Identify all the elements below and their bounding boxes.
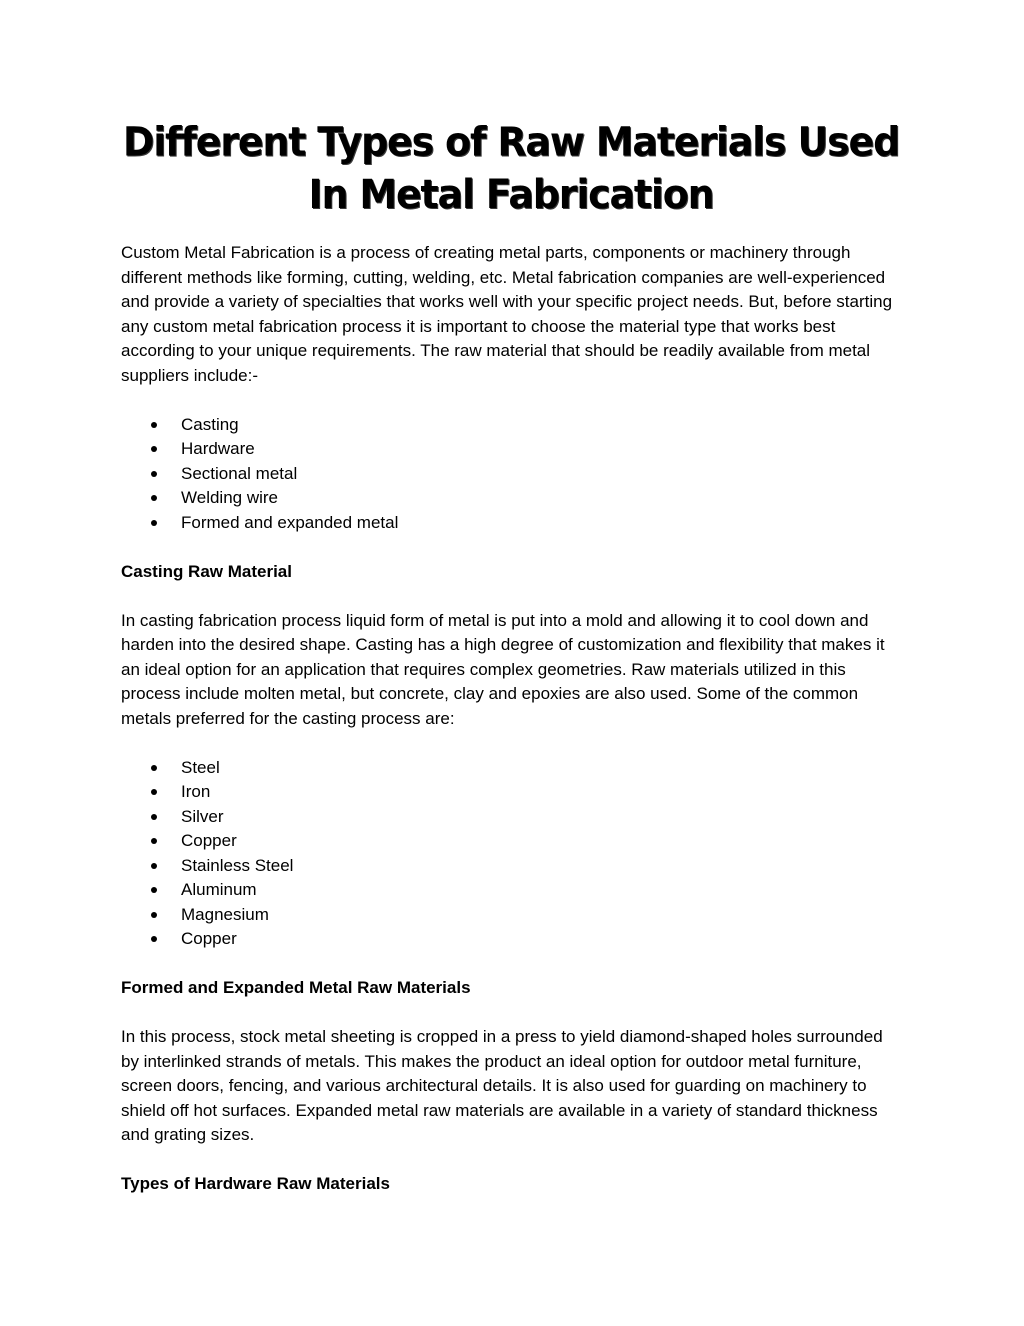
bullet-icon xyxy=(151,912,157,918)
list-item: Hardware xyxy=(121,437,901,462)
formed-expanded-heading: Formed and Expanded Metal Raw Materials xyxy=(121,978,471,997)
materials-list xyxy=(121,413,901,536)
bullet-icon xyxy=(151,471,157,477)
casting-heading: Casting Raw Material xyxy=(121,561,292,581)
spacer xyxy=(121,731,901,756)
list-item: Silver xyxy=(121,805,901,830)
bullet-icon xyxy=(151,936,157,942)
spacer xyxy=(121,1001,901,1026)
spacer xyxy=(121,1148,901,1173)
list-item: Welding wire xyxy=(121,486,901,511)
list-item: Copper xyxy=(121,927,901,952)
list-item: Formed and expanded metal xyxy=(121,511,901,536)
bullet-icon xyxy=(151,789,157,795)
spacer xyxy=(121,388,901,413)
list-item: Steel xyxy=(121,756,901,781)
bullet-icon xyxy=(151,863,157,869)
list-item: Aluminum xyxy=(121,878,901,903)
bullet-icon xyxy=(151,765,157,771)
list-item: Sectional metal xyxy=(121,462,901,487)
list-item: Iron xyxy=(121,780,901,805)
bullet-icon xyxy=(151,814,157,820)
bullet-icon xyxy=(151,887,157,893)
list-item: Magnesium xyxy=(121,903,901,928)
casting-metals-list xyxy=(121,756,901,952)
document-title: Different Types of Raw Materials Used In Metal Fabrication xyxy=(122,118,900,218)
bullet-icon xyxy=(151,422,157,428)
bullet-icon xyxy=(151,520,157,526)
intro-paragraph: Custom Metal Fabrication is a process of creating metal parts, components or machinery through different methods like forming, cutting, welding, etc. Metal fabrication companies are well-experienced and provide a variety of specialties that works well with your specific project needs. But, before starting any custom metal fabrication process it is important to choose the material type that works best according to your unique requirements. The raw material that should be readily available from metal suppliers include:- xyxy=(121,243,893,385)
bullet-icon xyxy=(151,446,157,452)
list-item: Casting xyxy=(121,413,901,438)
spacer xyxy=(121,584,901,609)
list-item: Copper xyxy=(121,829,901,854)
hardware-heading: Types of Hardware Raw Materials xyxy=(121,1174,390,1193)
spacer xyxy=(121,535,901,560)
formed-expanded-paragraph: In this process, stock metal sheeting is cropped in a press to yield diamond-shaped holes surrounded by interlinked strands of metals. This makes the product an ideal option for outdoor metal furniture, screen doors, fencing, and various architectural details. It is also used for guarding on machinery to shield off hot surfaces. Expanded metal raw materials are available in a variety of standard thickness and grating sizes. xyxy=(121,1027,883,1144)
spacer xyxy=(121,952,901,977)
bullet-icon xyxy=(151,838,157,844)
list-item: Stainless Steel xyxy=(121,854,901,879)
casting-paragraph: In casting fabrication process liquid form of metal is put into a mold and allowing it to cool down and harden into the desired shape. Casting has a high degree of customization and flexibility that makes it an ideal option for an application that requires complex geometries. Raw materials utilized in this process include molten metal, but concrete, clay and epoxies are also used. Some of the common metals preferred for the casting process are: xyxy=(121,610,885,728)
bullet-icon xyxy=(151,495,157,501)
document-page xyxy=(121,118,901,1197)
